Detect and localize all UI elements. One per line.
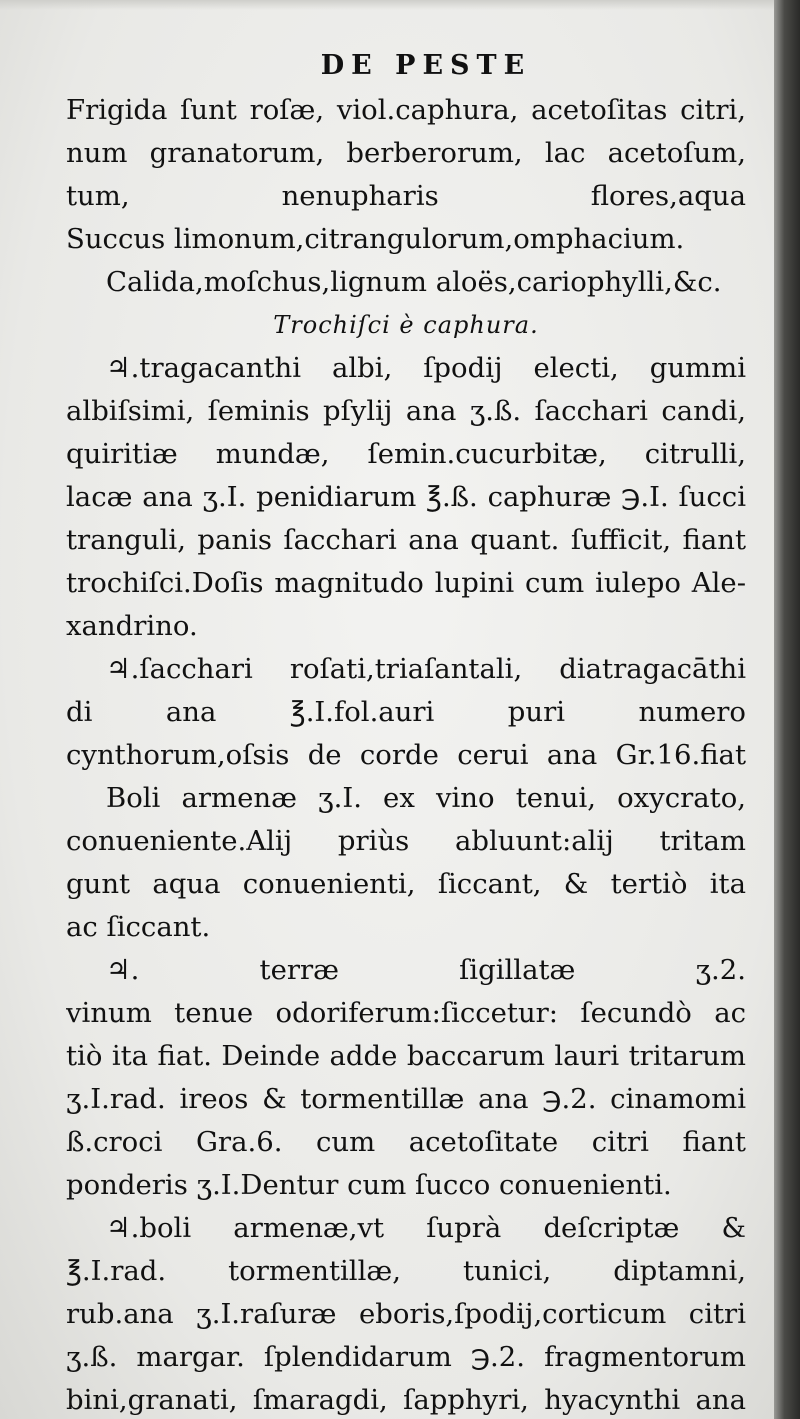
text-line: Frigida ſunt roſæ, viol.caphura, acetoſitas citri, [66, 94, 746, 126]
text-line: ♃.boli armenæ,vt ſuprà deſcriptæ & [106, 1212, 746, 1244]
text-line: tiò ita fiat. Deinde adde baccarum lauri tritarum [66, 1040, 746, 1072]
text-line: tranguli, panis ſacchari ana quant. ſufficit, fiant [66, 524, 746, 556]
text-block [66, 40, 746, 1419]
text-line: ac ſiccant. [66, 911, 211, 943]
text-line: vinum tenue odoriferum:ſiccetur: ſecundò ac [66, 997, 746, 1029]
text-line: ℥.I.rad. tormentillæ, tunici, diptamni, [66, 1255, 746, 1287]
text-line: lacæ ana ʒ.I. penidiarum ℥.ß. caphuræ ℈.I. ſucci [66, 481, 746, 513]
text-line: conueniente.Alij priùs abluunt:alij tritam [66, 825, 746, 857]
page-top-shadow [0, 0, 800, 10]
text-line: trochiſci.Doſis magnitudo lupini cum iulepo Ale- [66, 567, 746, 599]
body-lines [66, 89, 746, 1419]
text-line: cynthorum,oſsis de corde cerui ana Gr.16.fiat [66, 739, 746, 771]
text-line: xandrino. [66, 610, 198, 642]
text-line: Succus limonum,citrangulorum,omphacium. [66, 223, 685, 255]
text-line: ß.croci Gra.6. cum acetoſitate citri fiant [66, 1126, 746, 1158]
text-line: ♃.ſacchari roſati,triaſantali, diatragacāthi [106, 653, 746, 685]
text-line: ʒ.I.rad. ireos & tormentillæ ana ℈.2. cinamomi [66, 1083, 746, 1115]
text-line: di ana ℥.I.fol.auri puri numero [66, 696, 746, 728]
text-line: quiritiæ mundæ, ſemin.cucurbitæ, citrulli, [66, 438, 746, 470]
running-head: DE PESTE [320, 50, 532, 81]
text-line: rub.ana ʒ.I.raſuræ eboris,ſpodij,corticum citri [66, 1298, 746, 1330]
text-line: albiſsimi, ſeminis pſylij ana ʒ.ß. ſacchari candi, [66, 395, 746, 427]
page-binding-edge [774, 0, 800, 1419]
text-line: ʒ.ß. margar. ſplendidarum ℈.2. fragmentorum [66, 1341, 746, 1373]
text-line: ponderis ʒ.I.Dentur cum ſucco conuenienti. [66, 1169, 672, 1201]
text-line: ♃.tragacanthi albi, ſpodij electi, gummi [106, 352, 746, 384]
text-line: gunt aqua conuenienti, ſiccant, & tertiò ita [66, 868, 746, 900]
text-line: tum, nenupharis flores,aqua [66, 180, 746, 212]
section-heading: Trochiſci è caphura. [273, 311, 539, 339]
text-line: num granatorum, berberorum, lac acetoſum, [66, 137, 746, 169]
text-line: Calida,moſchus,lignum aloës,cariophylli,&c. [106, 266, 722, 298]
text-line: Boli armenæ ʒ.I. ex vino tenui, oxycrato, [106, 782, 746, 814]
text-line: ♃. terræ ſigillatæ ʒ.2. [106, 954, 746, 986]
text-line: bini,granati, ſmaragdi, ſapphyri, hyacynthi ana [66, 1384, 746, 1416]
